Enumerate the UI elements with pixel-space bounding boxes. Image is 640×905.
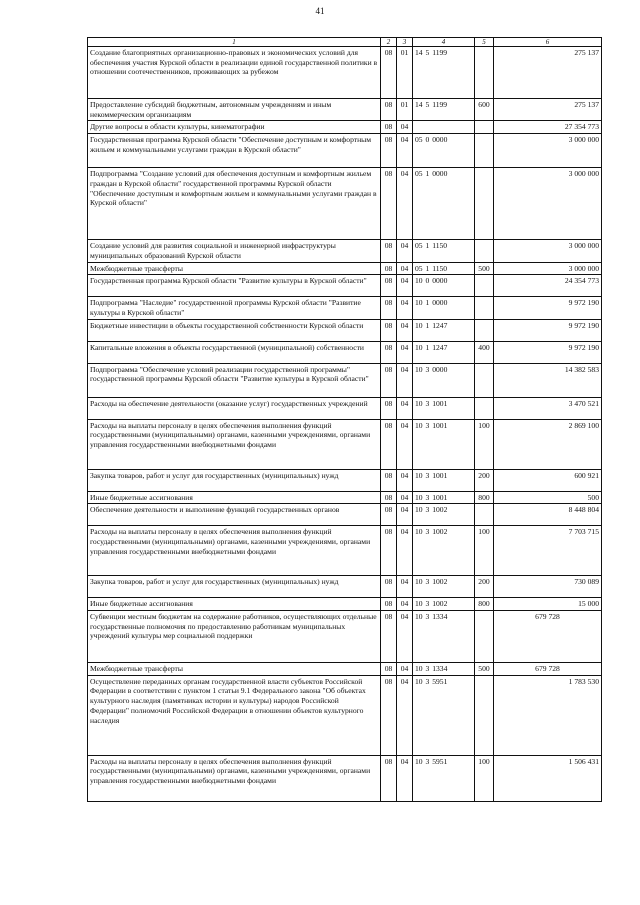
cell-rz: 08 — [381, 121, 397, 134]
cell-pr: 04 — [397, 240, 413, 262]
header-col-sum: 6 — [494, 38, 602, 47]
cell-pr: 04 — [397, 275, 413, 297]
table-row — [88, 469, 602, 491]
cell-name: Создание благоприятных организационно-правовых и экономических условий для обеспечения участия Курской области в реализации единой государственной политики в отношении соотечественников, проживающих за рубежом — [88, 47, 381, 99]
table-row — [88, 576, 602, 598]
table-row — [88, 611, 602, 663]
header-col-vr: 5 — [475, 38, 494, 47]
cell-csr: 10 3 5951 — [413, 675, 475, 755]
header-col-name: 1 — [88, 38, 381, 47]
cell-csr: 10 3 1001 — [413, 419, 475, 469]
cell-vr: 100 — [475, 526, 494, 576]
cell-sum: 3 000 000 — [494, 134, 602, 168]
table-row — [88, 99, 602, 121]
cell-csr — [413, 121, 475, 134]
header-col-rz: 2 — [381, 38, 397, 47]
cell-name: Подпрограмма "Создание условий для обеспечения доступным и комфортным жильем граждан в Курской области" государственной программы Курской области "Обеспечение доступным и комфортным жильем и коммунальными услугами граждан в Курской области" — [88, 168, 381, 240]
cell-vr — [475, 47, 494, 99]
cell-pr: 04 — [397, 419, 413, 469]
cell-rz: 08 — [381, 755, 397, 801]
cell-rz: 08 — [381, 611, 397, 663]
cell-csr: 10 3 1002 — [413, 504, 475, 526]
cell-name: Расходы на выплаты персоналу в целях обеспечения выполнения функций государственными (муниципальными) органами, казенными учреждениями, органами управления государственными внебюджетными фондами — [88, 755, 381, 801]
table-row — [88, 755, 602, 801]
cell-vr: 100 — [475, 419, 494, 469]
cell-pr: 04 — [397, 663, 413, 676]
cell-rz: 08 — [381, 341, 397, 363]
cell-vr — [475, 675, 494, 755]
cell-pr: 04 — [397, 576, 413, 598]
cell-csr: 10 3 1001 — [413, 469, 475, 491]
cell-name: Расходы на выплаты персоналу в целях обеспечения выполнения функций государственными (муниципальными) органами, казенными учреждениями, органами управления государственными внебюджетными фондами — [88, 526, 381, 576]
cell-sum: 9 972 190 — [494, 341, 602, 363]
page-number: 41 — [315, 6, 325, 16]
cell-sum: 1 783 530 — [494, 675, 602, 755]
cell-pr: 04 — [397, 491, 413, 504]
cell-name: Создание условий для развития социальной и инженерной инфраструктуры муниципальных образований Курской области — [88, 240, 381, 262]
cell-name: Межбюджетные трансферты — [88, 663, 381, 676]
cell-sum: 1 506 431 — [494, 755, 602, 801]
cell-name: Государственная программа Курской области "Развитие культуры в Курской области" — [88, 275, 381, 297]
cell-csr: 14 5 1199 — [413, 47, 475, 99]
cell-name: Подпрограмма "Наследие" государственной программы Курской области "Развитие культуры в Курской области" — [88, 297, 381, 319]
cell-rz: 08 — [381, 99, 397, 121]
cell-pr: 01 — [397, 47, 413, 99]
cell-name: Другие вопросы в области культуры, кинематографии — [88, 121, 381, 134]
cell-rz: 08 — [381, 297, 397, 319]
cell-csr: 10 3 1002 — [413, 526, 475, 576]
cell-rz: 08 — [381, 363, 397, 397]
table-row — [88, 275, 602, 297]
cell-vr — [475, 397, 494, 419]
cell-pr: 04 — [397, 363, 413, 397]
cell-rz: 08 — [381, 47, 397, 99]
table-row — [88, 134, 602, 168]
table-row — [88, 675, 602, 755]
cell-vr: 600 — [475, 99, 494, 121]
cell-rz: 08 — [381, 526, 397, 576]
cell-rz: 08 — [381, 491, 397, 504]
cell-pr: 04 — [397, 121, 413, 134]
cell-rz: 08 — [381, 319, 397, 341]
cell-vr: 400 — [475, 341, 494, 363]
cell-csr: 10 3 1002 — [413, 576, 475, 598]
cell-sum: 3 000 000 — [494, 262, 602, 275]
cell-sum: 2 869 100 — [494, 419, 602, 469]
table-row — [88, 319, 602, 341]
cell-csr: 10 1 1247 — [413, 319, 475, 341]
table-row — [88, 341, 602, 363]
cell-vr — [475, 168, 494, 240]
cell-csr: 10 3 1334 — [413, 663, 475, 676]
cell-sum: 9 972 190 — [494, 297, 602, 319]
cell-sum: 600 921 — [494, 469, 602, 491]
cell-name: Расходы на обеспечение деятельности (оказание услуг) государственных учреждений — [88, 397, 381, 419]
cell-vr: 500 — [475, 262, 494, 275]
cell-pr: 04 — [397, 611, 413, 663]
cell-sum: 14 382 583 — [494, 363, 602, 397]
cell-sum: 8 448 804 — [494, 504, 602, 526]
budget-table — [87, 37, 602, 802]
cell-csr: 10 3 1001 — [413, 491, 475, 504]
cell-pr: 04 — [397, 504, 413, 526]
cell-vr: 100 — [475, 755, 494, 801]
cell-csr: 05 1 0000 — [413, 168, 475, 240]
header-col-pr: 3 — [397, 38, 413, 47]
cell-name: Подпрограмма "Обеспечение условий реализации государственной программы" государственной программы Курской области "Развитие культуры в Курской области" — [88, 363, 381, 397]
table-row — [88, 419, 602, 469]
table-row — [88, 598, 602, 611]
cell-sum: 15 000 — [494, 598, 602, 611]
cell-rz: 08 — [381, 275, 397, 297]
cell-sum: 275 137 — [494, 47, 602, 99]
cell-vr — [475, 240, 494, 262]
cell-csr: 05 1 1150 — [413, 240, 475, 262]
cell-csr: 10 3 1001 — [413, 397, 475, 419]
cell-name: Субвенции местным бюджетам на содержание работников, осуществляющих отдельные государственные полномочия по предоставлению работникам муниципальных учреждений культуры мер социальной поддержки — [88, 611, 381, 663]
table-row — [88, 297, 602, 319]
cell-rz: 08 — [381, 663, 397, 676]
cell-sum: 679 728 — [494, 611, 602, 663]
table-row — [88, 47, 602, 99]
cell-csr: 14 5 1199 — [413, 99, 475, 121]
cell-csr: 10 3 0000 — [413, 363, 475, 397]
table-row — [88, 504, 602, 526]
cell-csr: 10 1 0000 — [413, 297, 475, 319]
cell-vr — [475, 275, 494, 297]
cell-csr: 10 3 1002 — [413, 598, 475, 611]
table-header-row — [88, 38, 602, 47]
cell-sum: 679 728 — [494, 663, 602, 676]
cell-vr — [475, 363, 494, 397]
cell-sum: 9 972 190 — [494, 319, 602, 341]
cell-name: Иные бюджетные ассигнования — [88, 491, 381, 504]
cell-vr: 800 — [475, 491, 494, 504]
cell-vr — [475, 297, 494, 319]
cell-csr: 10 1 1247 — [413, 341, 475, 363]
cell-pr: 04 — [397, 598, 413, 611]
cell-vr — [475, 134, 494, 168]
table-row — [88, 262, 602, 275]
cell-vr — [475, 319, 494, 341]
cell-rz: 08 — [381, 134, 397, 168]
table-row — [88, 240, 602, 262]
cell-name: Государственная программа Курской области "Обеспечение доступным и комфортным жильем и коммунальными услугами граждан в Курской области" — [88, 134, 381, 168]
table-row — [88, 663, 602, 676]
cell-pr: 04 — [397, 341, 413, 363]
cell-sum: 7 703 715 — [494, 526, 602, 576]
cell-pr: 04 — [397, 297, 413, 319]
cell-name: Расходы на выплаты персоналу в целях обеспечения выполнения функций государственными (муниципальными) органами, казенными учреждениями, органами управления государственными внебюджетными фондами — [88, 419, 381, 469]
cell-pr: 04 — [397, 675, 413, 755]
cell-pr: 04 — [397, 134, 413, 168]
cell-rz: 08 — [381, 419, 397, 469]
cell-name: Межбюджетные трансферты — [88, 262, 381, 275]
cell-sum: 24 354 773 — [494, 275, 602, 297]
cell-name: Обеспечение деятельности и выполнение функций государственных органов — [88, 504, 381, 526]
cell-csr: 10 3 5951 — [413, 755, 475, 801]
cell-vr: 500 — [475, 663, 494, 676]
cell-csr: 10 3 1334 — [413, 611, 475, 663]
cell-vr — [475, 121, 494, 134]
cell-pr: 04 — [397, 469, 413, 491]
cell-pr: 04 — [397, 755, 413, 801]
cell-csr: 10 0 0000 — [413, 275, 475, 297]
cell-vr: 200 — [475, 469, 494, 491]
header-col-csr: 4 — [413, 38, 475, 47]
cell-name: Осуществление переданных органам государственной власти субъектов Российской Федерации в соответствии с пунктом 1 статьи 9.1 Федерального закона "Об объектах культурного наследия (памятниках истории и культуры) народов Российской Федерации" полномочий Российской Федерации в отношении объектов культурного наследия — [88, 675, 381, 755]
cell-sum: 275 137 — [494, 99, 602, 121]
table-row — [88, 397, 602, 419]
cell-rz: 08 — [381, 397, 397, 419]
cell-pr: 01 — [397, 99, 413, 121]
cell-sum: 3 470 521 — [494, 397, 602, 419]
cell-vr — [475, 504, 494, 526]
cell-name: Закупка товаров, работ и услуг для государственных (муниципальных) нужд — [88, 576, 381, 598]
table-row — [88, 363, 602, 397]
cell-name: Закупка товаров, работ и услуг для государственных (муниципальных) нужд — [88, 469, 381, 491]
cell-pr: 04 — [397, 168, 413, 240]
cell-sum: 27 354 773 — [494, 121, 602, 134]
cell-rz: 08 — [381, 240, 397, 262]
cell-csr: 05 1 1150 — [413, 262, 475, 275]
cell-sum: 3 000 000 — [494, 168, 602, 240]
cell-rz: 08 — [381, 598, 397, 611]
cell-sum: 730 089 — [494, 576, 602, 598]
table-row — [88, 121, 602, 134]
cell-pr: 04 — [397, 262, 413, 275]
cell-pr: 04 — [397, 319, 413, 341]
cell-sum: 3 000 000 — [494, 240, 602, 262]
cell-vr: 800 — [475, 598, 494, 611]
cell-csr: 05 0 0000 — [413, 134, 475, 168]
cell-rz: 08 — [381, 504, 397, 526]
cell-rz: 08 — [381, 168, 397, 240]
table-row — [88, 491, 602, 504]
cell-sum: 500 — [494, 491, 602, 504]
cell-rz: 08 — [381, 262, 397, 275]
table-row — [88, 168, 602, 240]
cell-vr — [475, 611, 494, 663]
cell-vr: 200 — [475, 576, 494, 598]
cell-name: Иные бюджетные ассигнования — [88, 598, 381, 611]
table-row — [88, 526, 602, 576]
cell-name: Бюджетные инвестиции в объекты государственной собственности Курской области — [88, 319, 381, 341]
cell-name: Капитальные вложения в объекты государственной (муниципальной) собственности — [88, 341, 381, 363]
cell-rz: 08 — [381, 576, 397, 598]
cell-rz: 08 — [381, 469, 397, 491]
cell-name: Предоставление субсидий бюджетным, автономным учреждениям и иным некоммерческим организациям — [88, 99, 381, 121]
cell-rz: 08 — [381, 675, 397, 755]
cell-pr: 04 — [397, 526, 413, 576]
cell-pr: 04 — [397, 397, 413, 419]
